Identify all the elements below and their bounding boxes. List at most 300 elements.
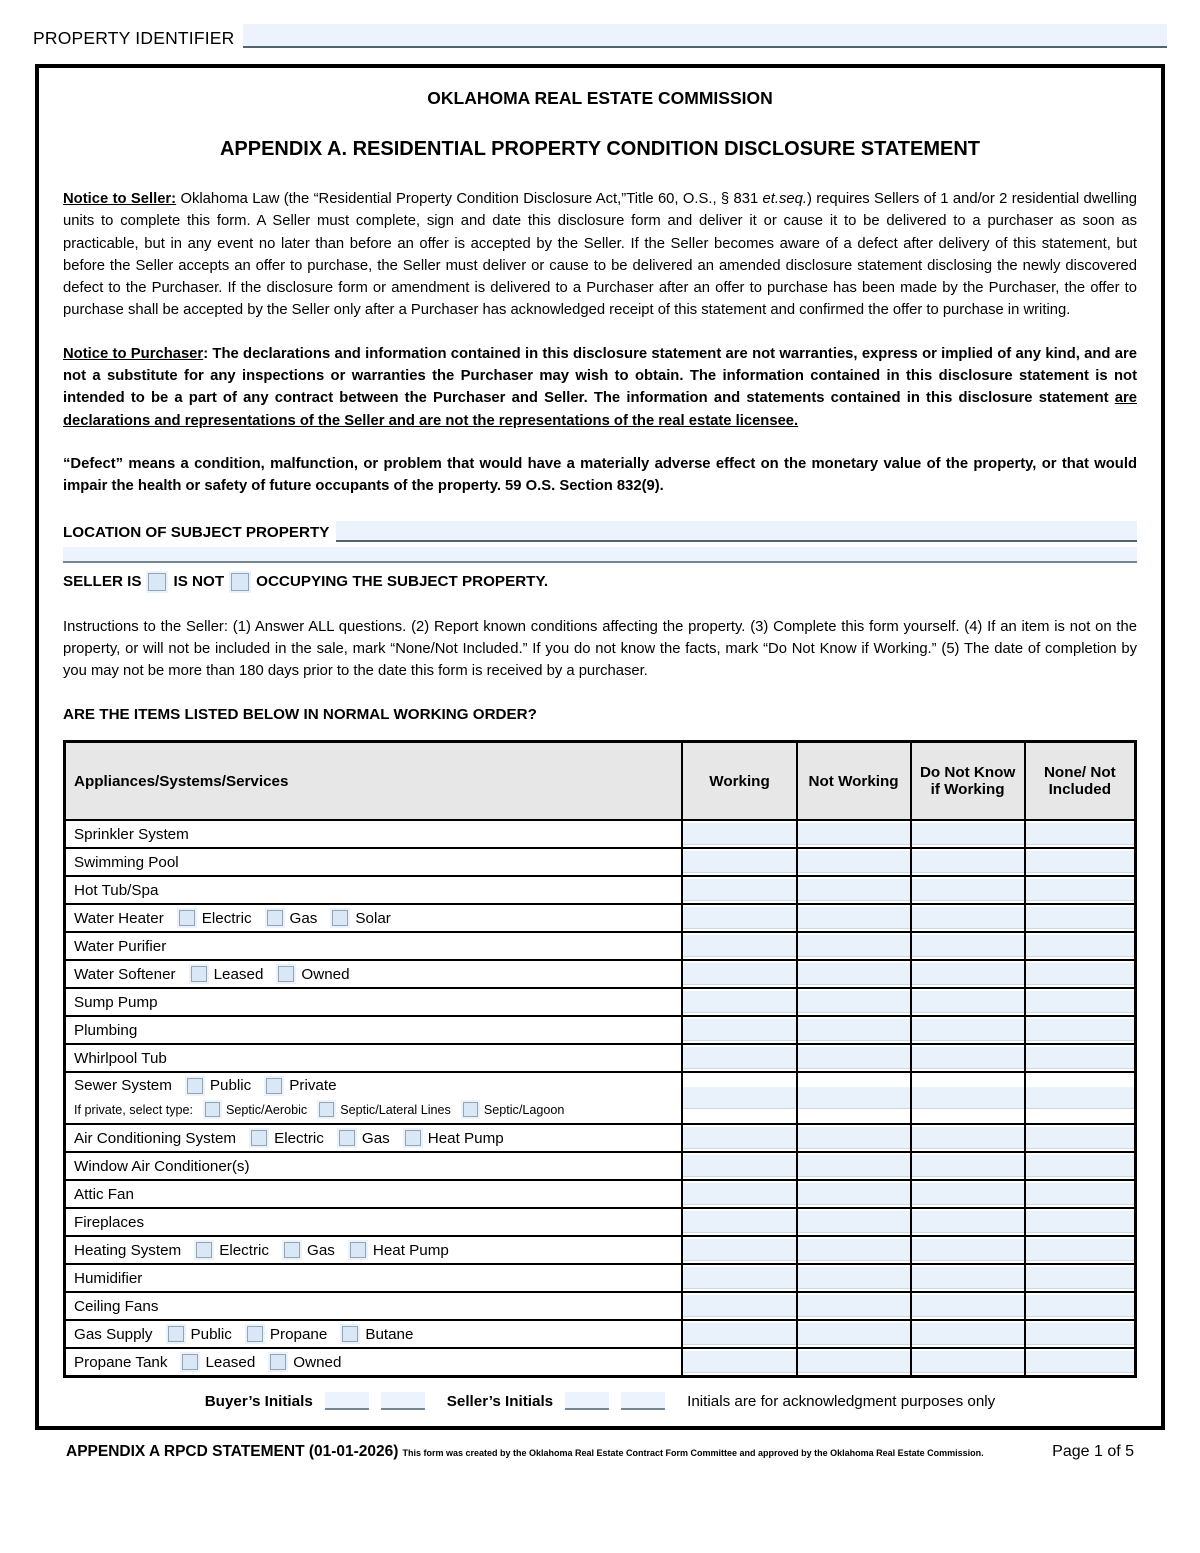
answer-cell: [797, 1152, 911, 1180]
answer-working-sump-pump[interactable]: [683, 991, 795, 1013]
checkbox-solar[interactable]: [332, 910, 348, 926]
answer-not-working-gas-supply[interactable]: [798, 1323, 910, 1345]
answer-do-not-know-if-working-ceiling-fans[interactable]: [912, 1295, 1024, 1317]
item-label: Fireplaces: [74, 1213, 145, 1231]
checkbox-gas[interactable]: [284, 1242, 300, 1258]
table-row-whirlpool-tub: [65, 1044, 1136, 1072]
checkbox-group-owned: [278, 966, 349, 983]
items-table: [63, 740, 1137, 1378]
answer-do-not-know-if-working-water-purifier[interactable]: [912, 935, 1024, 957]
answer-cell: [682, 820, 796, 848]
answer-not-working-air-conditioning-system[interactable]: [798, 1127, 910, 1149]
answer-not-working-propane-tank[interactable]: [798, 1351, 910, 1373]
item-subline: [74, 1098, 681, 1123]
property-identifier-label: PROPERTY IDENTIFIER: [33, 28, 235, 48]
checkbox-heat-pump[interactable]: [350, 1242, 366, 1258]
answer-do-not-know-if-working-sump-pump[interactable]: [912, 991, 1024, 1013]
answer-cell: [682, 1180, 796, 1208]
checkbox-label-solar: Solar: [355, 909, 391, 927]
answer-working-attic-fan[interactable]: [683, 1183, 795, 1205]
checkbox-owned[interactable]: [270, 1354, 286, 1370]
column-header-none-not-included: None/ Not Included: [1025, 742, 1136, 821]
answer-cell: [1025, 1264, 1136, 1292]
answer-do-not-know-if-working-hot-tub-spa[interactable]: [912, 879, 1024, 901]
answer-cell: [797, 1264, 911, 1292]
location-label: LOCATION OF SUBJECT PROPERTY: [63, 523, 330, 541]
answer-working-hot-tub-spa[interactable]: [683, 879, 795, 901]
working-order-question: ARE THE ITEMS LISTED BELOW IN NORMAL WORKING ORDER?: [63, 706, 537, 724]
checkbox-group-owned: [270, 1354, 341, 1371]
notice-to-seller-text-1: Oklahoma Law (the “Residential Property Condition Disclosure Act,”Title 60, O.S., § 831: [176, 191, 763, 207]
column-header-appliances: Appliances/Systems/Services: [65, 742, 683, 821]
answer-none-not-included-sprinkler-system[interactable]: [1026, 823, 1134, 845]
answer-working-air-conditioning-system[interactable]: [683, 1127, 795, 1149]
item-cell-attic-fan: [65, 1180, 683, 1208]
answer-working-heating-system[interactable]: [683, 1239, 795, 1261]
property-identifier-row: [33, 20, 1167, 48]
answer-not-working-humidifier[interactable]: [798, 1267, 910, 1289]
answer-none-not-included-humidifier[interactable]: [1026, 1267, 1134, 1289]
answer-working-swimming-pool[interactable]: [683, 851, 795, 873]
answer-do-not-know-if-working-swimming-pool[interactable]: [912, 851, 1024, 873]
table-row-water-purifier: [65, 932, 1136, 960]
notice-to-purchaser-paragraph: [63, 343, 1137, 432]
checkbox-group-electric: [196, 1242, 269, 1259]
page-number: Page 1 of 5: [1052, 1443, 1134, 1461]
answer-cell: [797, 988, 911, 1016]
checkbox-butane[interactable]: [342, 1326, 358, 1342]
checkbox-group-solar: [332, 910, 390, 927]
answer-cell: [682, 988, 796, 1016]
answer-working-sprinkler-system[interactable]: [683, 823, 795, 845]
checkbox-septic-aerobic[interactable]: [205, 1102, 220, 1117]
answer-cell: [911, 1348, 1025, 1377]
item-label: Humidifier: [74, 1269, 143, 1287]
answer-cell: [1025, 1236, 1136, 1264]
item-label: Sprinkler System: [74, 825, 189, 843]
table-row-sewer-system: [65, 1072, 1136, 1124]
checkbox-public[interactable]: [168, 1326, 184, 1342]
answer-working-ceiling-fans[interactable]: [683, 1295, 795, 1317]
checkbox-group-propane: [247, 1326, 327, 1343]
item-cell-swimming-pool: [65, 848, 683, 876]
column-header-not-working: Not Working: [797, 742, 911, 821]
answer-not-working-window-air-conditioner-s[interactable]: [798, 1155, 910, 1177]
item-cell-ceiling-fans: [65, 1292, 683, 1320]
checkbox-propane[interactable]: [247, 1326, 263, 1342]
table-row-humidifier: [65, 1264, 1136, 1292]
answer-cell: [797, 1044, 911, 1072]
seller-initials-field-2[interactable]: [621, 1392, 665, 1410]
checkbox-label-leased: Leased: [205, 1353, 256, 1371]
item-label: Propane Tank: [74, 1353, 168, 1371]
checkbox-group-public: [168, 1326, 232, 1343]
checkbox-leased[interactable]: [182, 1354, 198, 1370]
item-label: Sump Pump: [74, 993, 158, 1011]
answer-cell: [682, 1264, 796, 1292]
item-label: Water Purifier: [74, 937, 167, 955]
initials-row: [63, 1392, 1137, 1410]
answer-cell: [1025, 1072, 1136, 1124]
item-cell-water-softener: [65, 960, 683, 988]
answer-cell: [1025, 932, 1136, 960]
answer-cell: [911, 1016, 1025, 1044]
answer-not-working-hot-tub-spa[interactable]: [798, 879, 910, 901]
item-cell-sewer-system: [65, 1072, 683, 1124]
answer-not-working-plumbing[interactable]: [798, 1019, 910, 1041]
occupying-label: OCCUPYING THE SUBJECT PROPERTY.: [256, 573, 549, 591]
item-cell-fireplaces: [65, 1208, 683, 1236]
answer-cell: [682, 932, 796, 960]
answer-not-working-swimming-pool[interactable]: [798, 851, 910, 873]
table-header-row: [65, 742, 1136, 821]
answer-cell: [911, 1320, 1025, 1348]
answer-cell: [1025, 904, 1136, 932]
answer-none-not-included-hot-tub-spa[interactable]: [1026, 879, 1134, 901]
checkbox-label-public: Public: [209, 1077, 252, 1095]
answer-cell: [1025, 1320, 1136, 1348]
answer-cell: [797, 1072, 911, 1124]
answer-not-working-ceiling-fans[interactable]: [798, 1295, 910, 1317]
answer-none-not-included-water-heater[interactable]: [1026, 907, 1134, 929]
form-box: [35, 64, 1165, 1430]
answer-none-not-included-sewer-system[interactable]: [1026, 1087, 1134, 1109]
column-header-do-not-know: Do Not Know if Working: [911, 742, 1025, 821]
subline-label: If private, select type:: [74, 1102, 193, 1117]
answer-none-not-included-window-air-conditioner-s[interactable]: [1026, 1155, 1134, 1177]
answer-cell: [682, 1320, 796, 1348]
answer-cell: [1025, 1292, 1136, 1320]
table-row-swimming-pool: [65, 848, 1136, 876]
checkbox-group-electric: [179, 910, 252, 927]
answer-cell: [682, 876, 796, 904]
answer-cell: [797, 1180, 911, 1208]
checkbox-group-septic-aerobic: [205, 1102, 307, 1117]
page-footer: [33, 1430, 1167, 1461]
table-row-water-heater: [65, 904, 1136, 932]
checkbox-label-gas: Gas: [307, 1241, 335, 1259]
answer-cell: [911, 1152, 1025, 1180]
answer-cell: [797, 1348, 911, 1377]
answer-cell: [797, 1320, 911, 1348]
item-cell-plumbing: [65, 1016, 683, 1044]
checkbox-electric[interactable]: [179, 910, 195, 926]
answer-cell: [1025, 820, 1136, 848]
table-row-air-conditioning-system: [65, 1124, 1136, 1152]
answer-cell: [682, 904, 796, 932]
answer-cell: [797, 904, 911, 932]
answer-cell: [911, 1264, 1025, 1292]
answer-cell: [797, 1016, 911, 1044]
checkbox-heat-pump[interactable]: [405, 1130, 421, 1146]
answer-not-working-fireplaces[interactable]: [798, 1211, 910, 1233]
checkbox-label-owned: Owned: [301, 965, 350, 983]
table-row-attic-fan: [65, 1180, 1136, 1208]
answer-cell: [682, 1072, 796, 1124]
answer-do-not-know-if-working-plumbing[interactable]: [912, 1019, 1024, 1041]
checkbox-electric[interactable]: [196, 1242, 212, 1258]
answer-working-humidifier[interactable]: [683, 1267, 795, 1289]
table-row-propane-tank: [65, 1348, 1136, 1377]
checkbox-gas[interactable]: [339, 1130, 355, 1146]
answer-cell: [1025, 988, 1136, 1016]
answer-working-gas-supply[interactable]: [683, 1323, 795, 1345]
answer-do-not-know-if-working-water-heater[interactable]: [912, 907, 1024, 929]
answer-cell: [797, 1292, 911, 1320]
notice-to-purchaser-underlined-text: are declarations and representations of the Seller and are not the representations of the real estate licensee.: [63, 390, 1137, 429]
checkbox-group-electric: [251, 1130, 324, 1147]
checkbox-group-leased: [191, 966, 264, 983]
checkbox-seller-is-occupying[interactable]: [148, 573, 166, 591]
answer-cell: [682, 1016, 796, 1044]
item-cell-sump-pump: [65, 988, 683, 1016]
checkbox-group-septic-lateral-lines: [319, 1102, 451, 1117]
answer-not-working-heating-system[interactable]: [798, 1239, 910, 1261]
answer-cell: [682, 960, 796, 988]
table-row-heating-system: [65, 1236, 1136, 1264]
items-table-body: [65, 820, 1136, 1377]
answer-cell: [797, 820, 911, 848]
checkbox-seller-is-not-occupying[interactable]: [231, 573, 249, 591]
answer-not-working-water-softener[interactable]: [798, 963, 910, 985]
item-cell-whirlpool-tub: [65, 1044, 683, 1072]
footer-committee-note: This form was created by the Oklahoma Real Estate Contract Form Committee and approved by the Oklahoma Real Estate Commission.: [402, 1448, 984, 1459]
item-cell-air-conditioning-system: [65, 1124, 683, 1152]
answer-cell: [911, 932, 1025, 960]
answer-none-not-included-plumbing[interactable]: [1026, 1019, 1134, 1041]
answer-cell: [911, 1292, 1025, 1320]
item-label: Attic Fan: [74, 1185, 134, 1203]
answer-do-not-know-if-working-fireplaces[interactable]: [912, 1211, 1024, 1233]
checkbox-group-butane: [342, 1326, 413, 1343]
answer-working-propane-tank[interactable]: [683, 1351, 795, 1373]
answer-cell: [911, 1044, 1025, 1072]
answer-cell: [682, 1292, 796, 1320]
answer-cell: [797, 1124, 911, 1152]
checkbox-label-septic-aerobic: Septic/Aerobic: [226, 1102, 308, 1117]
checkbox-label-public: Public: [190, 1325, 232, 1343]
initials-note: Initials are for acknowledgment purposes only: [687, 1392, 996, 1410]
checkbox-label-heat-pump: Heat Pump: [427, 1129, 504, 1147]
item-label: Water Heater: [74, 909, 164, 927]
answer-none-not-included-water-purifier[interactable]: [1026, 935, 1134, 957]
item-label: Water Softener: [74, 965, 176, 983]
answer-cell: [797, 848, 911, 876]
answer-cell: [682, 1124, 796, 1152]
answer-cell: [1025, 1044, 1136, 1072]
checkbox-public[interactable]: [187, 1078, 203, 1094]
answer-not-working-whirlpool-tub[interactable]: [798, 1047, 910, 1069]
property-identifier-input[interactable]: [243, 24, 1167, 48]
seller-is-label: SELLER IS: [63, 573, 142, 591]
checkbox-label-private: Private: [289, 1077, 337, 1095]
answer-working-sewer-system[interactable]: [683, 1087, 795, 1109]
answer-cell: [911, 904, 1025, 932]
checkbox-label-owned: Owned: [293, 1353, 342, 1371]
answer-cell: [911, 1236, 1025, 1264]
answer-cell: [1025, 1208, 1136, 1236]
checkbox-group-heat-pump: [405, 1130, 504, 1147]
answer-none-not-included-attic-fan[interactable]: [1026, 1183, 1134, 1205]
answer-do-not-know-if-working-propane-tank[interactable]: [912, 1351, 1024, 1373]
answer-none-not-included-swimming-pool[interactable]: [1026, 851, 1134, 873]
answer-none-not-included-heating-system[interactable]: [1026, 1239, 1134, 1261]
buyer-initials-field-2[interactable]: [381, 1392, 425, 1410]
checkbox-label-leased: Leased: [213, 965, 264, 983]
table-row-sprinkler-system: [65, 820, 1136, 848]
answer-cell: [682, 1044, 796, 1072]
checkbox-label-heat-pump: Heat Pump: [372, 1241, 449, 1259]
answer-do-not-know-if-working-humidifier[interactable]: [912, 1267, 1024, 1289]
table-row-water-softener: [65, 960, 1136, 988]
seller-initials-field-1[interactable]: [565, 1392, 609, 1410]
answer-cell: [797, 932, 911, 960]
answer-do-not-know-if-working-sprinkler-system[interactable]: [912, 823, 1024, 845]
location-input-line-1[interactable]: [336, 521, 1137, 542]
item-cell-hot-tub-spa: [65, 876, 683, 904]
answer-cell: [911, 820, 1025, 848]
notice-to-seller-paragraph: [63, 188, 1137, 322]
item-label: Air Conditioning System: [74, 1129, 237, 1147]
answer-not-working-sump-pump[interactable]: [798, 991, 910, 1013]
buyers-initials-label: Buyer’s Initials: [204, 1392, 313, 1410]
answer-do-not-know-if-working-water-softener[interactable]: [912, 963, 1024, 985]
answer-not-working-sewer-system[interactable]: [798, 1087, 910, 1109]
answer-do-not-know-if-working-heating-system[interactable]: [912, 1239, 1024, 1261]
checkbox-group-gas: [339, 1130, 390, 1147]
answer-not-working-water-heater[interactable]: [798, 907, 910, 929]
checkbox-electric[interactable]: [251, 1130, 267, 1146]
table-row-sump-pump: [65, 988, 1136, 1016]
answer-not-working-sprinkler-system[interactable]: [798, 823, 910, 845]
item-label: Hot Tub/Spa: [74, 881, 159, 899]
answer-cell: [682, 848, 796, 876]
table-row-hot-tub-spa: [65, 876, 1136, 904]
answer-do-not-know-if-working-gas-supply[interactable]: [912, 1323, 1024, 1345]
answer-none-not-included-propane-tank[interactable]: [1026, 1351, 1134, 1373]
answer-not-working-attic-fan[interactable]: [798, 1183, 910, 1205]
checkbox-label-gas: Gas: [289, 909, 318, 927]
location-row: [63, 521, 1137, 542]
answer-working-water-heater[interactable]: [683, 907, 795, 929]
checkbox-owned[interactable]: [278, 966, 294, 982]
item-cell-heating-system: [65, 1236, 683, 1264]
answer-cell: [911, 1072, 1025, 1124]
checkbox-label-electric: Electric: [219, 1241, 269, 1259]
answer-cell: [911, 848, 1025, 876]
item-label: Ceiling Fans: [74, 1297, 159, 1315]
answer-none-not-included-fireplaces[interactable]: [1026, 1211, 1134, 1233]
item-label: Sewer System: [74, 1077, 172, 1095]
commission-title: OKLAHOMA REAL ESTATE COMMISSION: [427, 88, 773, 108]
answer-cell: [797, 1236, 911, 1264]
answer-cell: [682, 1208, 796, 1236]
notice-to-purchaser-label: Notice to Purchaser: [63, 345, 204, 362]
checkbox-label-propane: Propane: [269, 1325, 328, 1343]
answer-do-not-know-if-working-whirlpool-tub[interactable]: [912, 1047, 1024, 1069]
answer-do-not-know-if-working-window-air-conditioner-s[interactable]: [912, 1155, 1024, 1177]
item-label: Plumbing: [74, 1021, 138, 1039]
is-not-label: IS NOT: [173, 573, 225, 591]
notice-to-seller-text-2: ) requires Sellers of 1 and/or 2 residential dwelling units to complete this form. A Seller must complete, sign and date this disclosure form and deliver it or cause it to be delivered to a purchaser as soon as practicable, but in any event no later than before an offer is accepted by the Seller. If the Seller becomes aware of a defect after delivery of this statement, but before the Seller accepts an offer to purchase, the Seller must deliver or cause to be delivered an amended disclosure statement disclosing the newly discovered defect to the Purchaser. If the disclosure form or amendment is delivered to a Purchaser after an offer to purchase has been made by the Purchaser, the offer to purchase shall be accepted by the Seller only after a Purchaser has acknowledged receipt of this statement and confirmed the offer to purchase in writing.: [63, 191, 1138, 319]
checkbox-label-electric: Electric: [274, 1129, 324, 1147]
buyer-initials-field-1[interactable]: [325, 1392, 369, 1410]
answer-cell: [1025, 1348, 1136, 1377]
answer-working-water-purifier[interactable]: [683, 935, 795, 957]
answer-none-not-included-whirlpool-tub[interactable]: [1026, 1047, 1134, 1069]
answer-cell: [911, 1124, 1025, 1152]
answer-cell: [911, 1180, 1025, 1208]
answer-cell: [911, 1208, 1025, 1236]
checkbox-group-public: [187, 1077, 251, 1094]
table-row-fireplaces: [65, 1208, 1136, 1236]
answer-none-not-included-water-softener[interactable]: [1026, 963, 1134, 985]
answer-cell: [1025, 876, 1136, 904]
table-row-gas-supply: [65, 1320, 1136, 1348]
item-label: Gas Supply: [74, 1325, 153, 1343]
checkbox-private[interactable]: [266, 1078, 282, 1094]
answer-working-water-softener[interactable]: [683, 963, 795, 985]
appendix-title: APPENDIX A. RESIDENTIAL PROPERTY CONDITION DISCLOSURE STATEMENT: [219, 138, 981, 160]
answer-cell: [682, 1348, 796, 1377]
answer-working-window-air-conditioner-s[interactable]: [683, 1155, 795, 1177]
seller-occupancy-row: [63, 573, 1137, 591]
item-label: Whirlpool Tub: [74, 1049, 167, 1067]
answer-working-fireplaces[interactable]: [683, 1211, 795, 1233]
checkbox-group-leased: [182, 1354, 255, 1371]
item-cell-gas-supply: [65, 1320, 683, 1348]
answer-none-not-included-sump-pump[interactable]: [1026, 991, 1134, 1013]
answer-cell: [1025, 1152, 1136, 1180]
checkbox-label-butane: Butane: [365, 1325, 414, 1343]
checkbox-septic-lateral-lines[interactable]: [319, 1102, 334, 1117]
checkbox-gas[interactable]: [267, 910, 283, 926]
answer-cell: [911, 960, 1025, 988]
answer-working-plumbing[interactable]: [683, 1019, 795, 1041]
checkbox-leased[interactable]: [191, 966, 207, 982]
checkbox-septic-lagoon[interactable]: [463, 1102, 478, 1117]
checkbox-group-septic-lagoon: [463, 1102, 565, 1117]
table-row-window-air-conditioner-s: [65, 1152, 1136, 1180]
answer-cell: [682, 1236, 796, 1264]
answer-none-not-included-gas-supply[interactable]: [1026, 1323, 1134, 1345]
item-label: Window Air Conditioner(s): [74, 1157, 250, 1175]
checkbox-label-electric: Electric: [201, 909, 252, 927]
checkbox-group-gas: [284, 1242, 335, 1259]
instructions-paragraph: Instructions to the Seller: (1) Answer ALL questions. (2) Report known conditions affecting the property. (3) Complete this form yourself. (4) If an item is not on the property, or will not be included in the sale, mark “None/Not Included.” If you do not know the facts, mark “Do Not Know if Working.” (5) The date of completion by you may not be more than 180 days prior to the date this form is received by a purchaser.: [63, 618, 1137, 680]
checkbox-label-septic-lagoon: Septic/Lagoon: [483, 1102, 565, 1117]
answer-do-not-know-if-working-attic-fan[interactable]: [912, 1183, 1024, 1205]
column-header-working: Working: [682, 742, 796, 821]
checkbox-group-heat-pump: [350, 1242, 449, 1259]
answer-none-not-included-air-conditioning-system[interactable]: [1026, 1127, 1134, 1149]
answer-none-not-included-ceiling-fans[interactable]: [1026, 1295, 1134, 1317]
footer-form-title: APPENDIX A RPCD STATEMENT (01-01-2026) This form was created by the Oklahoma Real Estate Contract Form Committee and approved by the Oklahoma Real Estate Commission.: [66, 1443, 984, 1461]
answer-cell: [1025, 1016, 1136, 1044]
answer-do-not-know-if-working-air-conditioning-system[interactable]: [912, 1127, 1024, 1149]
answer-cell: [1025, 1124, 1136, 1152]
answer-working-whirlpool-tub[interactable]: [683, 1047, 795, 1069]
item-label: Swimming Pool: [74, 853, 179, 871]
answer-cell: [797, 960, 911, 988]
defect-definition-paragraph: “Defect” means a condition, malfunction, or problem that would have a materially adverse effect on the monetary value of the property, or that would impair the health or safety of future occupants of the property. 59 O.S. Section 832(9).: [63, 455, 1137, 495]
location-input-line-2[interactable]: [63, 547, 1137, 563]
sellers-initials-label: Seller’s Initials: [446, 1392, 554, 1410]
answer-not-working-water-purifier[interactable]: [798, 935, 910, 957]
answer-do-not-know-if-working-sewer-system[interactable]: [912, 1087, 1024, 1109]
item-cell-sprinkler-system: [65, 820, 683, 848]
answer-cell: [1025, 960, 1136, 988]
